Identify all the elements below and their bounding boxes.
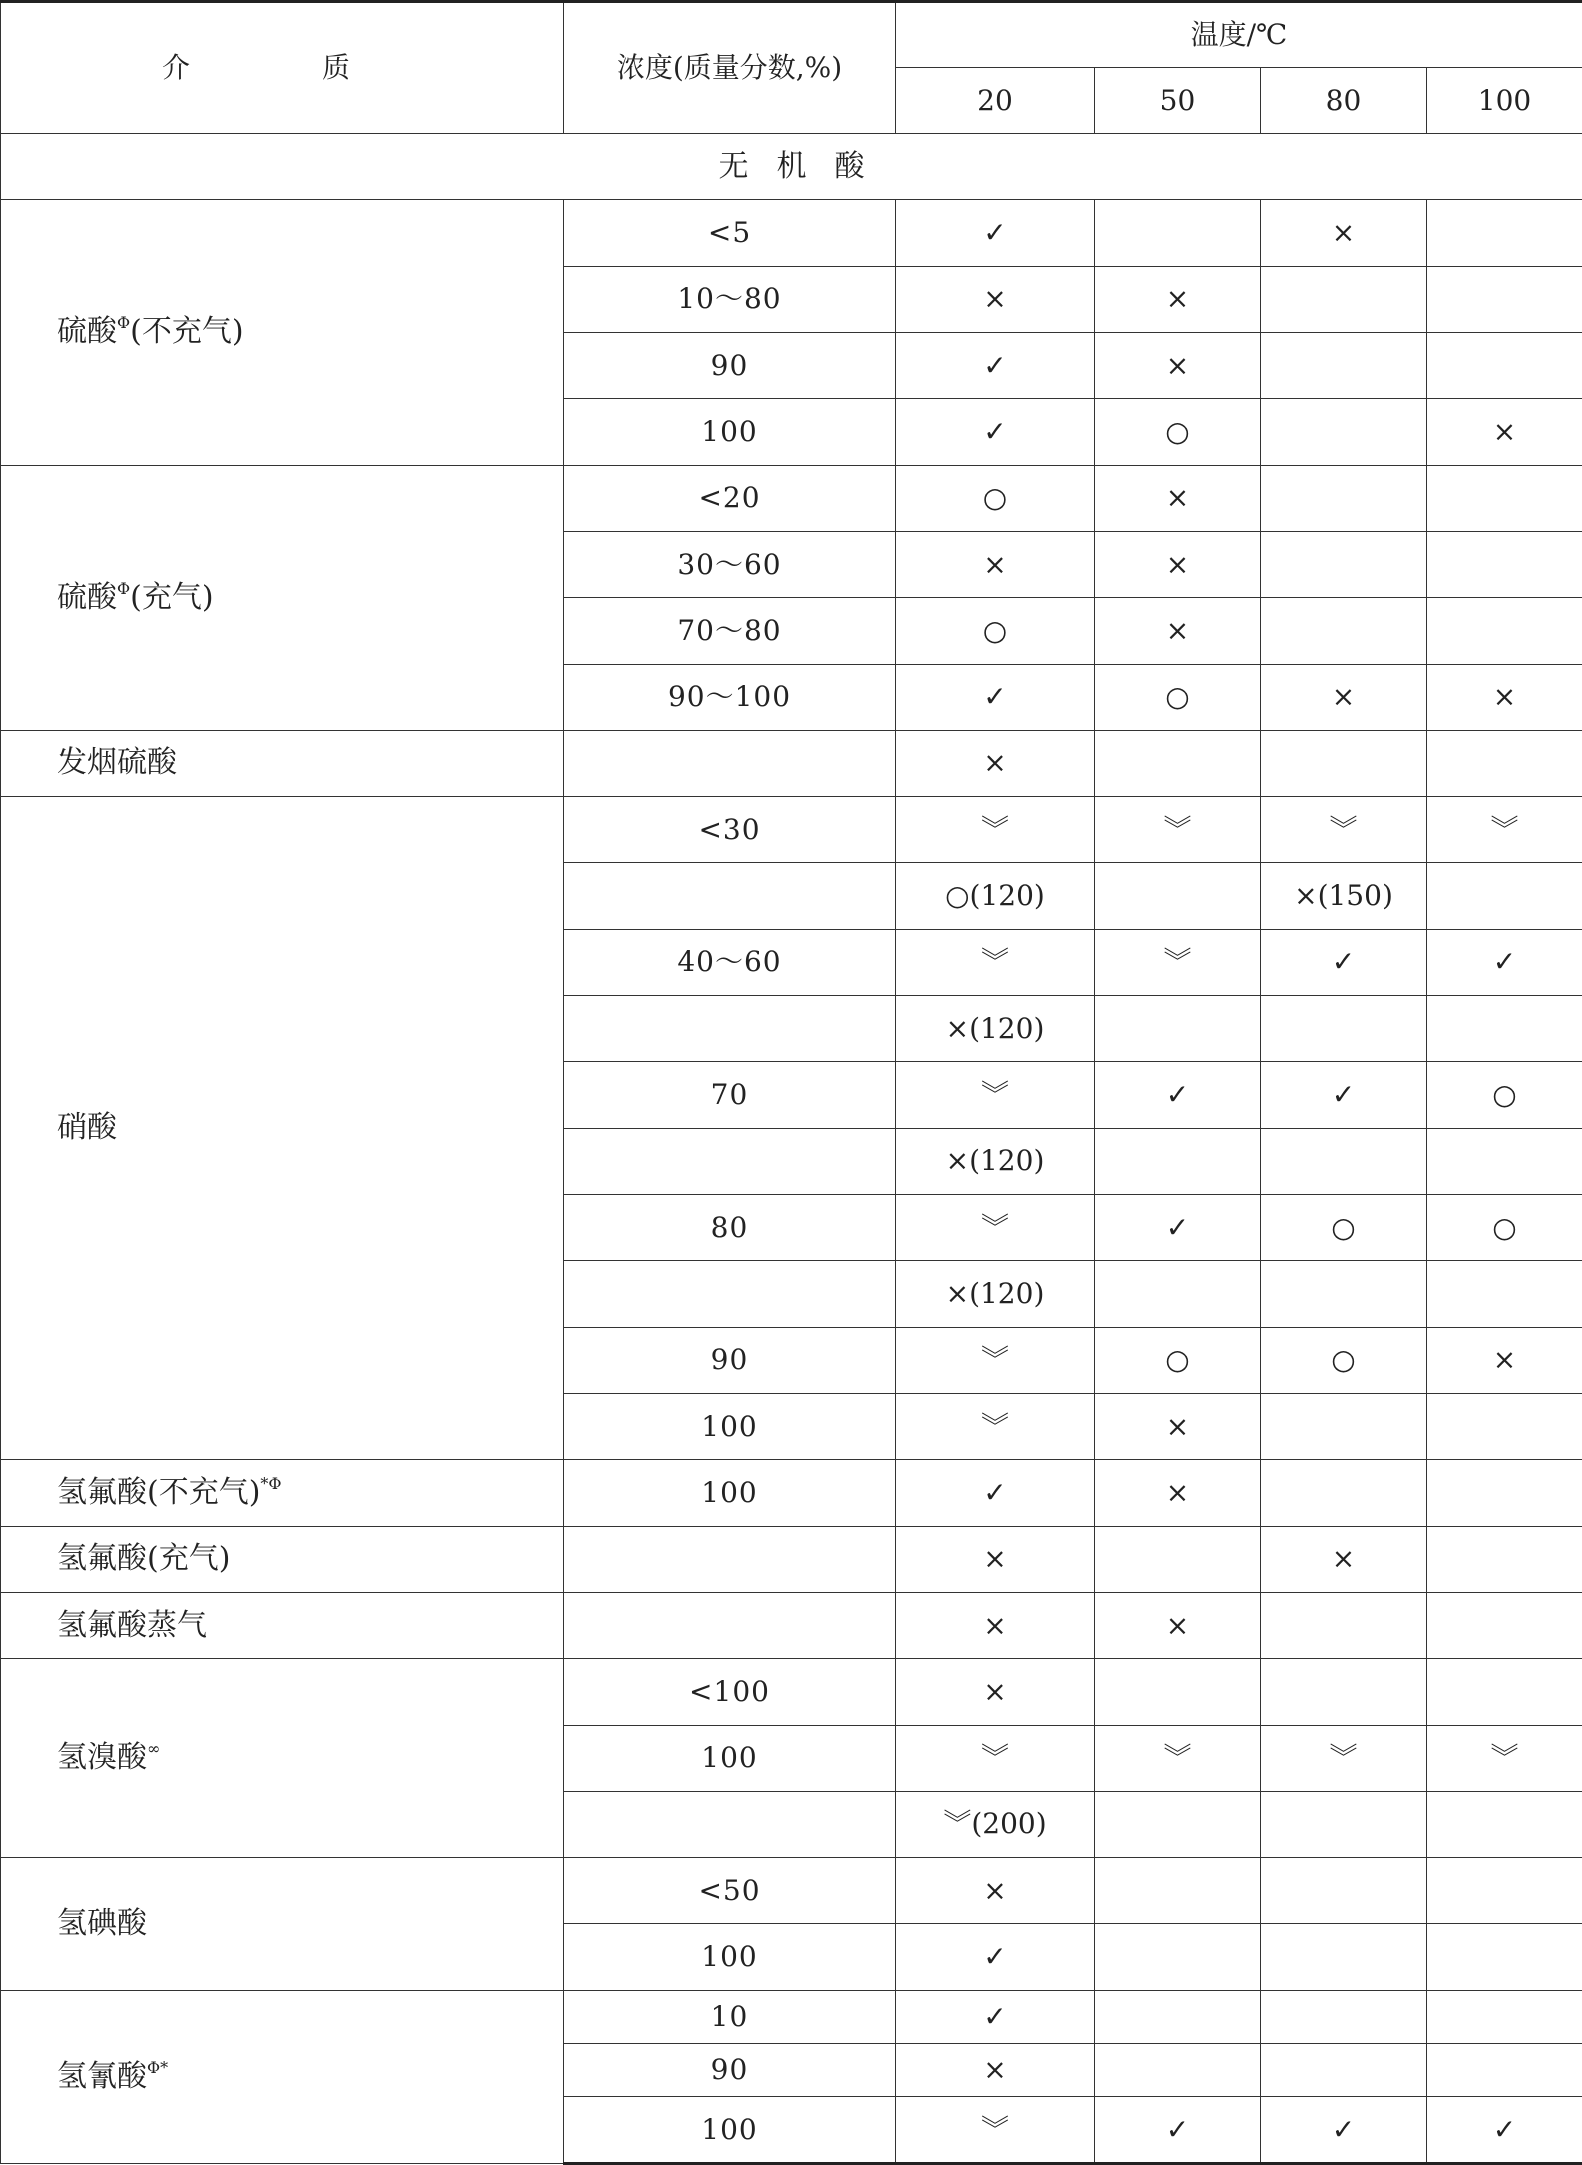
cross-icon: × xyxy=(983,746,1007,780)
rating-cell-20 xyxy=(896,1526,1095,1592)
concentration-cell: 10～80 xyxy=(564,266,896,332)
concentration-cell: 90 xyxy=(564,332,896,398)
check-icon: ✓ xyxy=(983,1940,1007,1974)
header-temperature: 温度/℃ xyxy=(896,2,1582,68)
concentration-cell: 100 xyxy=(564,1924,896,1990)
medium-cell xyxy=(1,1460,564,1526)
rating-cell-20 xyxy=(896,1725,1095,1791)
medium-name: 氢氟酸蒸气 xyxy=(57,1607,207,1643)
rating-cell-20 xyxy=(896,1791,1095,1857)
medium-name: 硫酸 xyxy=(57,314,117,350)
rating-cell-50 xyxy=(1095,1592,1261,1658)
concentration-cell: 90 xyxy=(564,2044,896,2097)
cross-icon: × xyxy=(983,282,1007,316)
concentration-cell: 10 xyxy=(564,1990,896,2043)
value: ×(120) xyxy=(945,1011,1045,1045)
concentration-cell: 100 xyxy=(564,1393,896,1459)
concentration-cell xyxy=(564,1592,896,1658)
rating-cell-50 xyxy=(1095,266,1261,332)
rating-cell-50 xyxy=(1095,399,1261,465)
rating-cell-20 xyxy=(896,797,1095,863)
value: ×(120) xyxy=(945,1144,1045,1178)
rating-cell-80 xyxy=(1261,1062,1427,1128)
rating-cell-20 xyxy=(896,266,1095,332)
rating-cell-50 xyxy=(1095,598,1261,664)
rating-cell-50 xyxy=(1095,531,1261,597)
rating-cell-80 xyxy=(1261,1526,1427,1592)
rating-cell-50 xyxy=(1095,2044,1261,2097)
concentration-cell: 100 xyxy=(564,1725,896,1791)
rating-cell-80 xyxy=(1261,996,1427,1062)
table-row xyxy=(1,730,1582,796)
rating-cell-50 xyxy=(1095,1526,1261,1592)
medium-name: 氢氟酸(不充气) xyxy=(57,1474,261,1510)
check-icon: ✓ xyxy=(983,215,1007,249)
concentration-cell: <30 xyxy=(564,797,896,863)
rating-cell-80 xyxy=(1261,2044,1427,2097)
rating-cell-20 xyxy=(896,1327,1095,1393)
cross-icon: × xyxy=(1165,348,1190,382)
rating-cell-100 xyxy=(1427,266,1582,332)
rating-cell-20 xyxy=(896,664,1095,730)
cross-icon: × xyxy=(1165,547,1190,581)
double-chevron-icon: ︾ xyxy=(980,2112,1009,2146)
table-row xyxy=(1,1659,1582,1725)
rating-cell-20 xyxy=(896,598,1095,664)
concentration-cell: <5 xyxy=(564,200,896,266)
rating-cell-100 xyxy=(1427,598,1582,664)
rating-cell-20 xyxy=(896,1393,1095,1459)
double-chevron-icon: ︾ xyxy=(1329,1741,1358,1775)
rating-cell-50 xyxy=(1095,332,1261,398)
rating-cell-100 xyxy=(1427,996,1582,1062)
cross-icon: × xyxy=(1165,282,1190,316)
rating-cell-20 xyxy=(896,996,1095,1062)
rating-cell-100 xyxy=(1427,1393,1582,1459)
check-icon: ✓ xyxy=(1331,2112,1356,2146)
rating-cell-50 xyxy=(1095,1062,1261,1128)
cross-icon: × xyxy=(1492,414,1517,448)
rating-cell-80 xyxy=(1261,399,1427,465)
rating-cell-50 xyxy=(1095,664,1261,730)
header-temp-100: 100 xyxy=(1427,68,1582,134)
check-icon: ✓ xyxy=(1165,2112,1190,2146)
rating-cell-50 xyxy=(1095,1460,1261,1526)
rating-cell-100 xyxy=(1427,1990,1582,2043)
section-title: 无机酸 xyxy=(1,134,1582,200)
header-medium: 介 质 xyxy=(1,2,564,134)
rating-cell-20 xyxy=(896,1990,1095,2043)
rating-cell-80 xyxy=(1261,863,1427,929)
rating-cell-20 xyxy=(896,1195,1095,1261)
concentration-cell xyxy=(564,863,896,929)
rating-cell-100 xyxy=(1427,1460,1582,1526)
rating-cell-100 xyxy=(1427,1924,1582,1990)
rating-cell-50 xyxy=(1095,1924,1261,1990)
rating-cell-20 xyxy=(896,863,1095,929)
rating-cell-50 xyxy=(1095,863,1261,929)
table-body xyxy=(1,134,1582,2164)
rating-cell-20 xyxy=(896,1592,1095,1658)
circle-icon: ○ xyxy=(982,613,1008,647)
rating-cell-20 xyxy=(896,1128,1095,1194)
cross-icon: × xyxy=(1165,613,1190,647)
double-chevron-icon: ︾(200) xyxy=(943,1807,1047,1841)
table-row xyxy=(1,1460,1582,1526)
header-concentration: 浓度(质量分数,%) xyxy=(564,2,896,134)
rating-cell-80 xyxy=(1261,929,1427,995)
value: ×(150) xyxy=(1294,879,1393,913)
rating-cell-20 xyxy=(896,399,1095,465)
cross-icon: × xyxy=(983,1542,1007,1576)
concentration-cell xyxy=(564,996,896,1062)
medium-name: 氢溴酸 xyxy=(57,1740,147,1776)
concentration-cell: 70 xyxy=(564,1062,896,1128)
rating-cell-80 xyxy=(1261,1327,1427,1393)
double-chevron-icon: ︾ xyxy=(1329,812,1358,846)
cross-icon: × xyxy=(1331,1542,1356,1576)
rating-cell-50 xyxy=(1095,1791,1261,1857)
rating-cell-100 xyxy=(1427,399,1582,465)
medium-cell xyxy=(1,465,564,730)
rating-cell-20 xyxy=(896,2097,1095,2164)
rating-cell-80 xyxy=(1261,664,1427,730)
double-chevron-icon: ︾ xyxy=(1163,945,1192,979)
medium-condition: (不充气) xyxy=(130,314,244,350)
rating-cell-100 xyxy=(1427,929,1582,995)
rating-cell-80 xyxy=(1261,1791,1427,1857)
medium-note-mark: Φ* xyxy=(147,2057,169,2077)
table-row xyxy=(1,465,1582,531)
header-temp-50: 50 xyxy=(1095,68,1261,134)
rating-cell-50 xyxy=(1095,797,1261,863)
rating-cell-50 xyxy=(1095,730,1261,796)
rating-cell-50 xyxy=(1095,200,1261,266)
double-chevron-icon: ︾ xyxy=(980,1409,1009,1443)
rating-cell-100 xyxy=(1427,1858,1582,1924)
check-icon: ✓ xyxy=(1331,945,1356,979)
concentration-cell xyxy=(564,1526,896,1592)
double-chevron-icon: ︾ xyxy=(1490,812,1519,846)
rating-cell-20 xyxy=(896,1659,1095,1725)
rating-cell-50 xyxy=(1095,1858,1261,1924)
circle-icon: ○ xyxy=(1165,1343,1190,1377)
rating-cell-80 xyxy=(1261,465,1427,531)
rating-cell-20 xyxy=(896,332,1095,398)
circle-icon: ○ xyxy=(1165,680,1190,714)
rating-cell-100 xyxy=(1427,863,1582,929)
cross-icon: × xyxy=(1492,1343,1517,1377)
concentration-cell: 100 xyxy=(564,1460,896,1526)
rating-cell-80 xyxy=(1261,1460,1427,1526)
cross-icon: × xyxy=(983,2053,1007,2087)
rating-cell-100 xyxy=(1427,465,1582,531)
table-row xyxy=(1,1990,1582,2043)
circle-icon: ○ xyxy=(1331,1343,1356,1377)
table-row xyxy=(1,1526,1582,1592)
rating-cell-100 xyxy=(1427,332,1582,398)
concentration-cell xyxy=(564,730,896,796)
rating-cell-100 xyxy=(1427,1062,1582,1128)
medium-name: 氢氰酸 xyxy=(57,2058,147,2094)
medium-name: 发烟硫酸 xyxy=(57,745,177,781)
rating-cell-50 xyxy=(1095,1195,1261,1261)
concentration-cell: 90～100 xyxy=(564,664,896,730)
cross-icon: × xyxy=(983,1873,1007,1907)
rating-cell-20 xyxy=(896,2044,1095,2097)
double-chevron-icon: ︾ xyxy=(980,812,1009,846)
rating-cell-100 xyxy=(1427,797,1582,863)
rating-cell-80 xyxy=(1261,332,1427,398)
concentration-cell: <100 xyxy=(564,1659,896,1725)
medium-name: 硫酸 xyxy=(57,579,117,615)
medium-cell xyxy=(1,1858,564,1991)
rating-cell-80 xyxy=(1261,1195,1427,1261)
double-chevron-icon: ︾ xyxy=(980,1210,1009,1244)
rating-cell-100 xyxy=(1427,531,1582,597)
rating-cell-80 xyxy=(1261,266,1427,332)
medium-cell xyxy=(1,797,564,1460)
medium-name: 硝酸 xyxy=(57,1110,117,1146)
rating-cell-100 xyxy=(1427,1725,1582,1791)
rating-cell-100 xyxy=(1427,200,1582,266)
concentration-cell: 30～60 xyxy=(564,531,896,597)
concentration-cell: 90 xyxy=(564,1327,896,1393)
cross-icon: × xyxy=(983,1608,1007,1642)
rating-cell-80 xyxy=(1261,598,1427,664)
cross-icon: × xyxy=(983,1674,1007,1708)
rating-cell-20 xyxy=(896,1924,1095,1990)
header-temp-80: 80 xyxy=(1261,68,1427,134)
double-chevron-icon: ︾ xyxy=(1490,1741,1519,1775)
rating-cell-100 xyxy=(1427,1195,1582,1261)
rating-cell-20 xyxy=(896,1062,1095,1128)
rating-cell-50 xyxy=(1095,1725,1261,1791)
rating-cell-50 xyxy=(1095,465,1261,531)
concentration-cell xyxy=(564,1261,896,1327)
rating-cell-20 xyxy=(896,1261,1095,1327)
rating-cell-100 xyxy=(1427,2044,1582,2097)
medium-note-mark: Φ xyxy=(117,313,131,333)
cross-icon: × xyxy=(1165,1608,1190,1642)
header-temp-20: 20 xyxy=(896,68,1095,134)
rating-cell-50 xyxy=(1095,2097,1261,2164)
concentration-cell xyxy=(564,1128,896,1194)
rating-cell-80 xyxy=(1261,1261,1427,1327)
value: ×(120) xyxy=(945,1276,1045,1310)
rating-cell-50 xyxy=(1095,1128,1261,1194)
cross-icon: × xyxy=(1331,680,1356,714)
rating-cell-80 xyxy=(1261,1858,1427,1924)
cross-icon: × xyxy=(1165,1475,1190,1509)
concentration-cell: 70～80 xyxy=(564,598,896,664)
rating-cell-50 xyxy=(1095,1659,1261,1725)
medium-cell xyxy=(1,1592,564,1658)
cross-icon: × xyxy=(983,547,1007,581)
check-icon: ✓ xyxy=(1492,2112,1517,2146)
medium-cell xyxy=(1,730,564,796)
circle-icon: ○ xyxy=(1492,1210,1517,1244)
concentration-cell: 80 xyxy=(564,1195,896,1261)
rating-cell-100 xyxy=(1427,730,1582,796)
check-icon: ✓ xyxy=(983,348,1007,382)
concentration-cell: <20 xyxy=(564,465,896,531)
check-icon: ✓ xyxy=(983,1999,1007,2033)
concentration-cell: 100 xyxy=(564,399,896,465)
rating-cell-20 xyxy=(896,531,1095,597)
rating-cell-80 xyxy=(1261,2097,1427,2164)
check-icon: ✓ xyxy=(983,680,1007,714)
table-row xyxy=(1,1858,1582,1924)
concentration-cell: <50 xyxy=(564,1858,896,1924)
rating-cell-80 xyxy=(1261,1725,1427,1791)
medium-cell xyxy=(1,200,564,465)
circle-icon: ○ xyxy=(982,481,1008,515)
double-chevron-icon: ︾ xyxy=(1163,1741,1192,1775)
double-chevron-icon: ︾ xyxy=(980,945,1009,979)
rating-cell-80 xyxy=(1261,1659,1427,1725)
check-icon: ✓ xyxy=(1165,1078,1190,1112)
rating-cell-100 xyxy=(1427,1659,1582,1725)
rating-cell-50 xyxy=(1095,1261,1261,1327)
rating-cell-80 xyxy=(1261,200,1427,266)
medium-note-mark: Φ xyxy=(117,578,131,598)
rating-cell-50 xyxy=(1095,929,1261,995)
concentration-cell xyxy=(564,1791,896,1857)
rating-cell-100 xyxy=(1427,664,1582,730)
rating-cell-80 xyxy=(1261,730,1427,796)
medium-note-mark: *Φ xyxy=(260,1473,282,1493)
rating-cell-100 xyxy=(1427,1128,1582,1194)
rating-cell-20 xyxy=(896,1858,1095,1924)
rating-cell-50 xyxy=(1095,996,1261,1062)
check-icon: ✓ xyxy=(1331,1078,1356,1112)
check-icon: ✓ xyxy=(983,414,1007,448)
double-chevron-icon: ︾ xyxy=(980,1078,1009,1112)
cross-icon: × xyxy=(1165,1409,1190,1443)
medium-condition: (充气) xyxy=(130,579,214,615)
cross-icon: × xyxy=(1165,481,1190,515)
cross-icon: × xyxy=(1331,215,1356,249)
rating-cell-50 xyxy=(1095,1327,1261,1393)
check-icon: ✓ xyxy=(1492,945,1517,979)
rating-cell-20 xyxy=(896,200,1095,266)
circle-icon: ○ xyxy=(1331,1210,1356,1244)
value: ○(120) xyxy=(945,879,1045,913)
rating-cell-100 xyxy=(1427,1791,1582,1857)
rating-cell-100 xyxy=(1427,1327,1582,1393)
double-chevron-icon: ︾ xyxy=(1163,812,1192,846)
rating-cell-80 xyxy=(1261,1128,1427,1194)
rating-cell-20 xyxy=(896,730,1095,796)
rating-cell-20 xyxy=(896,465,1095,531)
medium-name: 氢碘酸 xyxy=(57,1905,147,1941)
circle-icon: ○ xyxy=(1165,414,1190,448)
rating-cell-80 xyxy=(1261,1924,1427,1990)
medium-cell xyxy=(1,1526,564,1592)
medium-cell xyxy=(1,1659,564,1858)
check-icon: ✓ xyxy=(983,1475,1007,1509)
rating-cell-20 xyxy=(896,1460,1095,1526)
circle-icon: ○ xyxy=(1492,1078,1517,1112)
rating-cell-80 xyxy=(1261,1393,1427,1459)
rating-cell-20 xyxy=(896,929,1095,995)
medium-note-mark: ∞ xyxy=(147,1739,161,1759)
rating-cell-80 xyxy=(1261,1592,1427,1658)
rating-cell-80 xyxy=(1261,797,1427,863)
concentration-cell: 100 xyxy=(564,2097,896,2164)
rating-cell-50 xyxy=(1095,1990,1261,2043)
check-icon: ✓ xyxy=(1165,1210,1190,1244)
table-row xyxy=(1,797,1582,863)
rating-cell-100 xyxy=(1427,1526,1582,1592)
rating-cell-50 xyxy=(1095,1393,1261,1459)
rating-cell-80 xyxy=(1261,531,1427,597)
double-chevron-icon: ︾ xyxy=(980,1343,1009,1377)
rating-cell-100 xyxy=(1427,2097,1582,2164)
rating-cell-100 xyxy=(1427,1592,1582,1658)
rating-cell-80 xyxy=(1261,1990,1427,2043)
rating-cell-100 xyxy=(1427,1261,1582,1327)
double-chevron-icon: ︾ xyxy=(980,1741,1009,1775)
table-row xyxy=(1,200,1582,266)
table-row xyxy=(1,1592,1582,1658)
medium-cell xyxy=(1,1990,564,2163)
concentration-cell: 40～60 xyxy=(564,929,896,995)
cross-icon: × xyxy=(1492,680,1517,714)
medium-name: 氢氟酸(充气) xyxy=(57,1541,231,1577)
